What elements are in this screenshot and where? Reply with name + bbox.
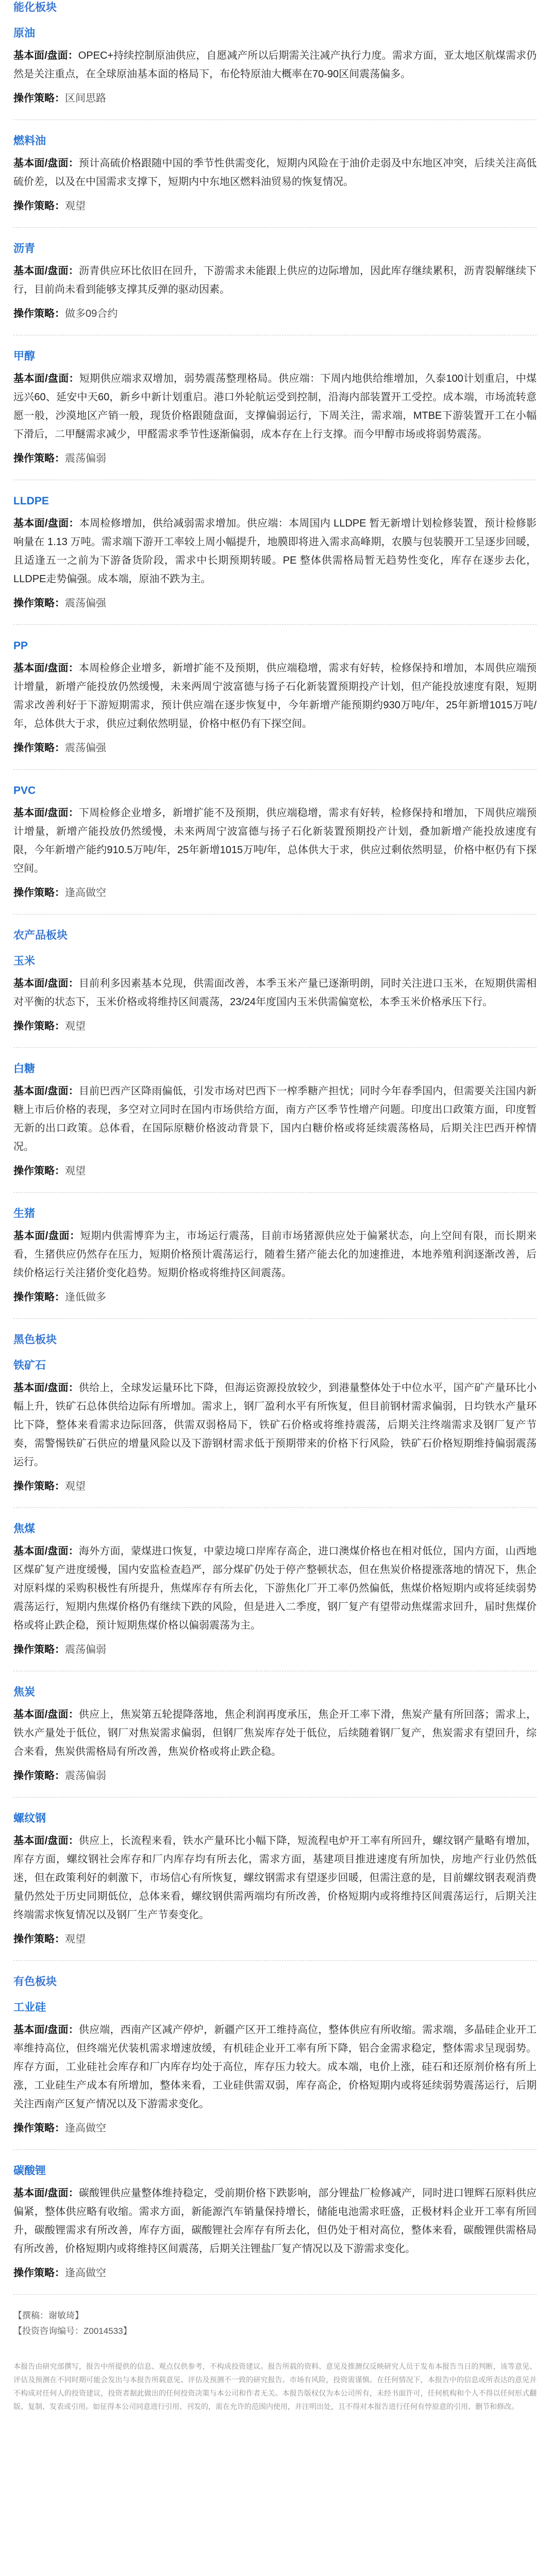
- commodity-item: [13, 494, 537, 625]
- disclaimer: 本报告由研究部撰写，报告中所提供的信息、观点仅供参考，不构成投资建议。报告所载的资料、意见及推测仅反映研究人员于发布本报告当日的判断，该等意见、评估及预测在不同时期可能会发出与本报告所载意见、评估及预测不一致的研究报告。市场有风险，投资需谨慎。在任何情况下，本报告中的信息或所表达的意见并不构成对任何人的投资建议，投资者据此做出的任何投资决策与本公司和作者无关。本报告版权仅为本公司所有，未经书面许可，任何机构和个人不得以任何形式翻版、复制、发表或引用。如征得本公司同意进行引用、刊发的，需在允许的范围内使用，并注明出处，且不得对本报告进行任何有悖原意的引用、删节和修改。: [13, 2362, 537, 2411]
- strategy-label: 操作策略：: [13, 1644, 65, 1655]
- commodity-item: [13, 241, 537, 335]
- commodity-item: [13, 349, 537, 480]
- qualification-label: 【投资咨询编号：: [13, 2326, 84, 2336]
- commodity-name: 原油: [13, 27, 35, 39]
- commodity-item: [13, 638, 537, 770]
- fundamental-label: 基本面/盘面：: [13, 1382, 79, 1394]
- divider: [13, 1960, 537, 1961]
- qualification-line: [13, 2324, 537, 2339]
- section: [13, 1974, 537, 2295]
- strategy-line: [13, 1163, 537, 1179]
- fundamental-paragraph: [13, 804, 537, 878]
- strategy-line: [13, 1642, 537, 1657]
- report-content: [13, 0, 537, 2295]
- strategy-line: [13, 1931, 537, 1947]
- fundamental-paragraph: [13, 2021, 537, 2113]
- fundamental-label: 基本面/盘面：: [13, 1230, 80, 1242]
- section-title: 能化板块: [13, 2, 57, 13]
- fundamental-label: 基本面/盘面：: [13, 50, 78, 61]
- commodity-name: 铁矿石: [13, 1360, 46, 1371]
- commodity-item: [13, 1521, 537, 1671]
- strategy-value: 震荡偏弱: [65, 453, 106, 464]
- divider: [13, 2149, 537, 2150]
- strategy-label: 操作策略：: [13, 93, 65, 104]
- fundamental-text: OPEC+持续控制原油供应，自愿减产所以后期需关注减产执行力度。需求方面，亚太地区航煤需求仍然是关注重点，在全球原油基本面的格局下，布伦特原油大概率在70-90区间震荡偏多。: [13, 50, 537, 80]
- divider: [13, 1797, 537, 1798]
- commodity-name: 燃料油: [13, 135, 46, 147]
- section-title: 农产品板块: [13, 929, 68, 941]
- strategy-label: 操作策略：: [13, 453, 65, 464]
- fundamental-text: 海外方面，蒙煤进口恢复，中蒙边境口岸库存高企，进口澳煤价格也在相对低位，国内方面，山西地区煤矿复产进度缓慢，国内安监检查趋严，部分煤矿仍处于停产整顿状态，但在焦炭价格提涨落地的情况下，焦企对原料煤的采购积极性有所提升，焦煤库存有所去化，下游焦化厂开工率仍然偏低，焦煤价格短期内或将延续弱势震荡运行，短期内焦煤价格仍有继续下跌的风险，但是进入二季度，钢厂复产有望带动焦煤需求回升，届时焦煤价格或将止跌企稳，预计短期焦煤价格以偏弱震荡为主。: [13, 1546, 537, 1631]
- strategy-line: [13, 2265, 537, 2281]
- commodity-name: 沥青: [13, 243, 35, 255]
- commodity-name: 螺纹钢: [13, 1812, 46, 1824]
- fundamental-text: 供应端，西南产区减产停炉，新疆产区开工维持高位，整体供应有所收缩。需求端，多晶硅企业开工率维持高位，但终端光伏装机需求增速放缓，有机硅企业开工率有所下降，铝合金需求稳定，整体需求呈现弱势。库存方面，工业硅社会库存和厂内库存均处于高位，库存压力较大。成本端，电价上涨，硅石和还原剂价格有所上涨，工业硅生产成本有所增加，整体来看，工业硅供需双弱，库存高企，价格短期内或将延续弱势震荡运行，后期关注西南产区复产情况以及下游需求变化。: [13, 2024, 537, 2110]
- fundamental-label: 基本面/盘面：: [13, 2188, 79, 2199]
- commodity-item: [13, 1358, 537, 1508]
- author-value: 谢敏琦】: [48, 2311, 84, 2320]
- strategy-line: [13, 1290, 537, 1305]
- fundamental-text: 供给上，全球发运量环比下降，但海运资源投放较少，到港量整体处于中位水平，国产矿产量环比小幅上升，铁矿石总体供给边际有所增加。需求上，钢厂盈利水平有所恢复，但目前钢材需求偏弱，日均铁水产量环比下降，整体来看需求边际回落，供需双弱格局下，铁矿石价格或将维持震荡，后期关注终端需求及钢厂复产节奏，需警惕铁矿石供应的增量风险以及下游钢材需求低于预期带来的价格下行风险，铁矿石价格短期维持偏弱震荡运行。: [13, 1382, 537, 1468]
- fundamental-text: 下周检修企业增多，新增扩能不及预期，供应端稳增，需求有好转，检修保持和增加，下周供应端预计增量，新增产能投放仍然缓慢，未来两周宁波富德与扬子石化新装置预期投产计划，叠加新增产能投放速度有限，今年新增产能约910.5万吨/年，25年新增1015万吨/年，总体供大于求，供应过剩依然明显，价格中枢仍有下探空间。: [13, 807, 537, 874]
- commodity-item: [13, 1811, 537, 1961]
- fundamental-text: 供应上，焦炭第五轮提降落地，焦企利润再度承压，焦企开工率下滑，焦炭产量有所回落；需求上，铁水产量处于低位，钢厂对焦炭需求偏弱，但钢厂焦炭库存处于低位，后续随着钢厂复产，焦炭需求有望回升，综合来看，焦炭供需格局有所改善，焦炭价格或将止跌企稳。: [13, 1709, 537, 1757]
- commodity-name: 玉米: [13, 955, 35, 967]
- strategy-line: [13, 1768, 537, 1784]
- strategy-value: 观望: [65, 200, 86, 212]
- divider: [13, 1047, 537, 1048]
- strategy-value: 逢低做多: [65, 1292, 106, 1303]
- strategy-label: 操作策略：: [13, 1021, 65, 1032]
- strategy-value: 观望: [65, 1481, 86, 1492]
- fundamental-paragraph: [13, 659, 537, 733]
- fundamental-paragraph: [13, 154, 537, 191]
- commodity-name: 焦炭: [13, 1686, 35, 1698]
- strategy-line: [13, 885, 537, 901]
- divider: [13, 769, 537, 770]
- strategy-label: 操作策略：: [13, 2123, 65, 2134]
- strategy-line: [13, 451, 537, 466]
- section: [13, 928, 537, 1319]
- fundamental-text: 沥青供应环比依旧在回升，下游需求未能跟上供应的边际增加，因此库存继续累积，沥青裂解继续下行，目前尚未看到能够支撑其反弹的驱动因素。: [13, 265, 537, 295]
- strategy-label: 操作策略：: [13, 887, 65, 899]
- fundamental-label: 基本面/盘面：: [13, 978, 79, 989]
- fundamental-text: 碳酸锂供应量整体维持稳定，受前期价格下跌影响，部分锂盐厂检修减产，同时进口锂辉石原料供应偏紧，整体供应略有收缩。需求方面，新能源汽车销量保持增长，储能电池需求旺盛，正极材料企业开工率有所回升，碳酸锂需求有所改善，库存方面，碳酸锂社会库存有所去化，但仍处于相对高位，整体来看，碳酸锂供需格局有所改善，价格短期内或将维持区间震荡，后期关注锂盐厂复产情况以及下游需求变化。: [13, 2188, 537, 2255]
- fundamental-label: 基本面/盘面：: [13, 2024, 79, 2036]
- author-label: 【撰稿：: [13, 2311, 48, 2320]
- fundamental-label: 基本面/盘面：: [13, 1709, 79, 1720]
- strategy-value: 逢高做空: [65, 2123, 106, 2134]
- strategy-label: 操作策略：: [13, 1165, 65, 1177]
- fundamental-text: 目前利多因素基本兑现，供需面改善，本季玉米产量已逐渐明朗，同时关注进口玉米，在短期供需相对平衡的状态下，玉米价格或将维持区间震荡，23/24年度国内玉米供需偏宽松，本季玉米价格承压下行。: [13, 978, 537, 1008]
- divider: [13, 2294, 537, 2295]
- strategy-line: [13, 198, 537, 214]
- fundamental-text: 短期内供需博弈为主，市场运行震荡，目前市场猪源供应处于偏紧状态，向上空间有限，而长期来看，生猪供应仍然存在压力，短期价格预计震荡运行，随着生猪产能去化的加速推进，本地养殖利润逐渐改善，后续价格运行关注猪价变化趋势。短期价格或将维持区间震荡。: [13, 1230, 537, 1279]
- strategy-value: 观望: [65, 1165, 86, 1177]
- commodity-name: 焦煤: [13, 1523, 35, 1535]
- commodity-name: 白糖: [13, 1063, 35, 1075]
- section-title: 黑色板块: [13, 1334, 57, 1346]
- commodity-name: PP: [13, 640, 28, 652]
- fundamental-paragraph: [13, 1379, 537, 1471]
- report-footer: [13, 2308, 537, 2339]
- fundamental-label: 基本面/盘面：: [13, 158, 79, 169]
- commodity-name: 工业硅: [13, 2002, 46, 2013]
- strategy-value: 区间思路: [65, 93, 106, 104]
- fundamental-text: 本周检修增加，供给减弱需求增加。供应端：本周国内 LLDPE 暂无新增计划检修装置，预计检修影响量在 1.13 万吨。需求端下游开工率较上周小幅提升，地膜即将进入需求高峰期，农膜与包装膜开工呈逐步回暖，且适逢五一之前为下游备货阶段，需求中长期预期转暖。PE 整体供需格局暂无趋势性变化，库存在逐步去化，LLDPE走势偏强。成本端，原油不跌为主。: [13, 518, 537, 585]
- commodity-item: [13, 954, 537, 1048]
- strategy-value: 做多09合约: [65, 308, 118, 319]
- fundamental-paragraph: [13, 369, 537, 444]
- strategy-value: 震荡偏强: [65, 598, 106, 609]
- fundamental-label: 基本面/盘面：: [13, 373, 79, 384]
- fundamental-label: 基本面/盘面：: [13, 663, 79, 674]
- divider: [13, 624, 537, 625]
- strategy-label: 操作策略：: [13, 308, 65, 319]
- fundamental-text: 预计高硫价格跟随中国的季节性供需变化，短期内风险在于油价走弱及中东地区冲突，后续关注高低硫价差，以及在中国需求支撑下，短期内中东地区燃料油贸易的恢复情况。: [13, 158, 537, 188]
- fundamental-paragraph: [13, 46, 537, 83]
- commodity-name: LLDPE: [13, 495, 49, 507]
- strategy-line: [13, 596, 537, 611]
- commodity-name: 生猪: [13, 1208, 35, 1219]
- section: [13, 1332, 537, 1961]
- section-title: 有色板块: [13, 1976, 57, 1988]
- strategy-line: [13, 306, 537, 321]
- commodity-item: [13, 26, 537, 120]
- fundamental-paragraph: [13, 974, 537, 1011]
- fundamental-label: 基本面/盘面：: [13, 1086, 79, 1097]
- commodity-name: PVC: [13, 785, 36, 796]
- fundamental-paragraph: [13, 1542, 537, 1635]
- fundamental-paragraph: [13, 1832, 537, 1924]
- strategy-value: 震荡偏强: [65, 742, 106, 754]
- fundamental-label: 基本面/盘面：: [13, 1835, 79, 1846]
- fundamental-label: 基本面/盘面：: [13, 807, 79, 819]
- commodity-item: [13, 1061, 537, 1193]
- strategy-value: 观望: [65, 1021, 86, 1032]
- strategy-line: [13, 2121, 537, 2136]
- strategy-label: 操作策略：: [13, 1934, 65, 1945]
- strategy-value: 震荡偏弱: [65, 1770, 106, 1782]
- fundamental-paragraph: [13, 1082, 537, 1156]
- fundamental-paragraph: [13, 514, 537, 588]
- fundamental-label: 基本面/盘面：: [13, 1546, 79, 1557]
- fundamental-paragraph: [13, 2184, 537, 2258]
- strategy-line: [13, 1019, 537, 1034]
- fundamental-text: 目前巴西产区降雨偏低，引发市场对巴西下一榨季糖产担忧；同时今年春季国内，但需要关注国内新糖上市后价格的表现，多空对立同时在国内市场供给方面，南方产区季节性增产问题。印度出口政策方面，印度暂无新的出口政策。总体看，在国际原糖价格波动背景下，国内白糖价格或将延续震荡格局，后期关注巴西开榨情况。: [13, 1086, 537, 1153]
- strategy-value: 震荡偏弱: [65, 1644, 106, 1655]
- commodity-item: [13, 2163, 537, 2295]
- author-line: [13, 2308, 537, 2324]
- strategy-line: [13, 740, 537, 756]
- divider: [13, 227, 537, 228]
- fundamental-text: 本周检修企业增多，新增扩能不及预期，供应端稳增，需求有好转，检修保持和增加，本周供应端预计增量，新增产能投放仍然缓慢，未来两周宁波富德与扬子石化新装置预期投产计划，但产能投放速度有限，短期需求改善利好于下游短期需求，预计供应端在逐步恢复中，今年新增产能预期约930万吨/年，25年新增1015万吨/年，总体供大于求，供应过剩依然明显，价格中枢仍有下探空间。: [13, 663, 537, 730]
- strategy-label: 操作策略：: [13, 598, 65, 609]
- commodity-item: [13, 2000, 537, 2150]
- divider: [13, 1192, 537, 1193]
- fundamental-label: 基本面/盘面：: [13, 518, 79, 529]
- divider: [13, 1318, 537, 1319]
- fundamental-paragraph: [13, 1227, 537, 1282]
- section: [13, 0, 537, 914]
- commodity-item: [13, 1685, 537, 1798]
- strategy-line: [13, 91, 537, 106]
- strategy-label: 操作策略：: [13, 742, 65, 754]
- strategy-label: 操作策略：: [13, 1292, 65, 1303]
- strategy-label: 操作策略：: [13, 1770, 65, 1782]
- commodity-item: [13, 133, 537, 228]
- fundamental-label: 基本面/盘面：: [13, 265, 79, 277]
- commodity-item: [13, 783, 537, 914]
- fundamental-text: 短期供应端求双增加，弱势震荡整理格局。供应端：下周内地供给维增加，久泰100计划重启，中煤远兴60、延安中天60，新乡中新计划重启。港口外轮航运受到控制，沿海内部装置开工受控。成本端，市场流转意愿一般，沙漠地区产销一般，现货价格跟随盘面，支撑偏弱运行，下周关注，需求端，MTBE下游装置开工在小幅下滑后，二甲醚需求减少，甲醛需求季节性逐渐偏弱，成本存在上行支撑。而今甲醇市场或将弱势震荡。: [13, 373, 537, 440]
- qualification-value: Z0014533】: [84, 2326, 132, 2336]
- strategy-value: 观望: [65, 1934, 86, 1945]
- fundamental-paragraph: [13, 262, 537, 299]
- fundamental-text: 供应上，长流程来看，铁水产量环比小幅下降，短流程电炉开工率有所回升，螺纹钢产量略有增加，库存方面，螺纹钢社会库存和厂内库存均有所去化，需求方面，基建项目推进速度有所加快，房地产行业仍然低迷，但在政策利好的刺激下，市场信心有所恢复，螺纹钢需求有望逐步回暖，但需注意的是，目前螺纹钢表观消费量仍然处于历史同期低位，总体来看，螺纹钢供需两端均有所改善，价格短期内或将维持区间震荡运行，后期关注终端需求恢复情况以及钢厂生产节奏变化。: [13, 1835, 537, 1921]
- strategy-value: 逢高做空: [65, 887, 106, 899]
- fundamental-paragraph: [13, 1705, 537, 1761]
- divider: [13, 1507, 537, 1508]
- commodity-name: 甲醇: [13, 350, 35, 362]
- strategy-line: [13, 1479, 537, 1494]
- strategy-label: 操作策略：: [13, 2267, 65, 2279]
- strategy-label: 操作策略：: [13, 200, 65, 212]
- commodity-item: [13, 1206, 537, 1319]
- strategy-value: 逢高做空: [65, 2267, 106, 2279]
- commodity-name: 碳酸锂: [13, 2165, 46, 2177]
- strategy-label: 操作策略：: [13, 1481, 65, 1492]
